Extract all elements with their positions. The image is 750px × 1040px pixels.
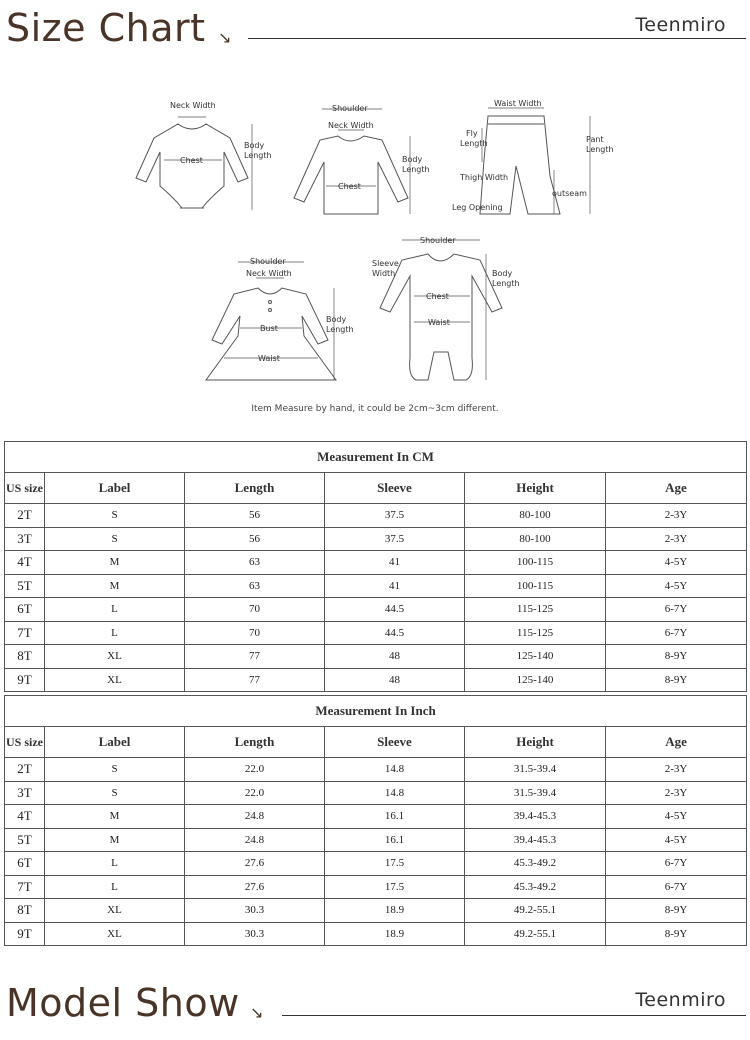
table-row — [5, 758, 747, 782]
table-cell: 7T — [5, 875, 45, 899]
table-cell: 18.9 — [325, 899, 465, 923]
table-cell: 6-7Y — [606, 621, 747, 645]
measure-note: Item Measure by hand, it could be 2cm~3cm different. — [251, 404, 499, 414]
table-cell: 31.5-39.4 — [465, 781, 606, 805]
table-cell: 3T — [5, 781, 45, 805]
fly-length-label: Length — [460, 139, 488, 148]
table-cell: 9T — [5, 668, 45, 692]
table-cell: 6T — [5, 852, 45, 876]
table-header-row — [5, 473, 747, 504]
table-row — [5, 668, 747, 692]
table-cell: 2-3Y — [606, 758, 747, 782]
table-cell: 22.0 — [185, 758, 325, 782]
bodysuit-diagram — [136, 124, 248, 208]
neck-width-label-3: Neck Width — [246, 269, 292, 278]
table-cell: XL — [45, 668, 185, 692]
column-header: Height — [465, 727, 606, 758]
neck-width-label-2: Neck Width — [328, 121, 374, 130]
outseam-label: outseam — [552, 189, 587, 198]
table-cell: 77 — [185, 668, 325, 692]
body-length-label-1: Body — [244, 141, 265, 150]
table-cell: 6T — [5, 598, 45, 622]
chest-label: Chest — [180, 156, 203, 165]
table-cell: 80-100 — [465, 527, 606, 551]
leg-opening-label: Leg Opening — [452, 203, 503, 212]
table-cell: 4-5Y — [606, 574, 747, 598]
header-divider — [248, 38, 746, 39]
table-cell: 14.8 — [325, 781, 465, 805]
brand-name: Teenmiro — [635, 14, 726, 36]
thigh-width-label: Thigh Width — [460, 173, 509, 182]
waist-width-label: Waist Width — [494, 99, 542, 108]
column-header: Length — [185, 727, 325, 758]
table-cell: 45.3-49.2 — [465, 852, 606, 876]
table-cell: 49.2-55.1 — [465, 899, 606, 923]
table-header-row — [5, 727, 747, 758]
table-cell: XL — [45, 645, 185, 669]
table-cell: 24.8 — [185, 828, 325, 852]
table-cell: M — [45, 551, 185, 575]
table-caption: Measurement In CM — [5, 442, 747, 473]
table-cell: 44.5 — [325, 598, 465, 622]
waist-label-2: Waist — [428, 318, 450, 327]
table-cell: 56 — [185, 504, 325, 528]
table-cell: 70 — [185, 598, 325, 622]
table-row — [5, 781, 747, 805]
model-show-title: Model Show — [6, 981, 240, 1025]
column-header: Sleeve — [325, 727, 465, 758]
table-row — [5, 574, 747, 598]
table-cell: 4-5Y — [606, 805, 747, 829]
table-cell: 45.3-49.2 — [465, 875, 606, 899]
table-cell: 30.3 — [185, 922, 325, 946]
table-cell: 2T — [5, 758, 45, 782]
table-cell: 63 — [185, 574, 325, 598]
table-cell: 4T — [5, 551, 45, 575]
table-cell: 4T — [5, 805, 45, 829]
table-cell: 48 — [325, 645, 465, 669]
body-length-label-2: Body — [402, 155, 423, 164]
sleeve-label: Sleeve — [372, 259, 399, 268]
fly-label: Fly — [466, 129, 478, 138]
body-length-label-3: Body — [326, 315, 347, 324]
table-cell: 63 — [185, 551, 325, 575]
table-cell: S — [45, 504, 185, 528]
footer-divider — [282, 1015, 746, 1016]
svg-text:Length: Length — [244, 151, 272, 160]
table-cell: 31.5-39.4 — [465, 758, 606, 782]
svg-text:Length: Length — [326, 325, 354, 334]
table-cell: 5T — [5, 828, 45, 852]
table-cell: 44.5 — [325, 621, 465, 645]
table-cell: 100-115 — [465, 551, 606, 575]
table-cell: 14.8 — [325, 758, 465, 782]
table-cell: 22.0 — [185, 781, 325, 805]
table-row — [5, 645, 747, 669]
table-row — [5, 922, 747, 946]
svg-text:Length: Length — [492, 279, 520, 288]
table-cell: M — [45, 574, 185, 598]
table-cell: 4-5Y — [606, 828, 747, 852]
table-row — [5, 598, 747, 622]
table-cell: 2-3Y — [606, 527, 747, 551]
table-cell: 3T — [5, 527, 45, 551]
column-header: Height — [465, 473, 606, 504]
table-cell: S — [45, 527, 185, 551]
table-cell: 4-5Y — [606, 551, 747, 575]
size-chart-title: Size Chart — [6, 6, 206, 50]
table-cell: 30.3 — [185, 899, 325, 923]
measurement-diagrams — [120, 90, 640, 420]
table-cell: L — [45, 621, 185, 645]
table-cell: 8-9Y — [606, 645, 747, 669]
table-cell: 48 — [325, 668, 465, 692]
column-header: Label — [45, 727, 185, 758]
table-cell: 5T — [5, 574, 45, 598]
table-cell: 41 — [325, 574, 465, 598]
size-table-inch — [4, 695, 747, 946]
shoulder-label-2: Shoulder — [250, 257, 286, 266]
table-cell: 49.2-55.1 — [465, 922, 606, 946]
table-cell: 17.5 — [325, 852, 465, 876]
column-header: Age — [606, 473, 747, 504]
chest-label-3: Chest — [426, 292, 449, 301]
table-cell: 2-3Y — [606, 781, 747, 805]
table-cell: XL — [45, 922, 185, 946]
top-diagram — [294, 136, 408, 214]
column-header: Label — [45, 473, 185, 504]
table-cell: 39.4-45.3 — [465, 828, 606, 852]
neck-width-label: Neck Width — [170, 101, 216, 110]
table-cell: 125-140 — [465, 668, 606, 692]
table-cell: 6-7Y — [606, 875, 747, 899]
size-chart-header — [0, 0, 750, 60]
shoulder-label-1: Shoulder — [332, 104, 368, 113]
table-cell: 8T — [5, 645, 45, 669]
table-cell: 16.1 — [325, 828, 465, 852]
table-cell: 41 — [325, 551, 465, 575]
table-cell: 2-3Y — [606, 504, 747, 528]
table-cell: XL — [45, 899, 185, 923]
table-row — [5, 852, 747, 876]
sleeve-width-label: Width — [372, 269, 396, 278]
table-cell: 80-100 — [465, 504, 606, 528]
dress-diagram — [206, 288, 336, 380]
table-row — [5, 621, 747, 645]
table-cell: 2T — [5, 504, 45, 528]
table-cell: L — [45, 875, 185, 899]
chest-label-2: Chest — [338, 182, 361, 191]
arrow-down-right-icon: ↘ — [250, 1003, 264, 1022]
table-cell: 7T — [5, 621, 45, 645]
table-cell: S — [45, 781, 185, 805]
pant-length-label: Length — [586, 145, 614, 154]
table-row — [5, 875, 747, 899]
table-row — [5, 899, 747, 923]
column-header: Length — [185, 473, 325, 504]
shoulder-label-3: Shoulder — [420, 236, 456, 245]
table-cell: 125-140 — [465, 645, 606, 669]
table-row — [5, 805, 747, 829]
table-cell: 17.5 — [325, 875, 465, 899]
table-cell: S — [45, 758, 185, 782]
bust-label: Bust — [260, 324, 278, 333]
size-table-cm — [4, 441, 747, 692]
table-cell: 9T — [5, 922, 45, 946]
table-cell: 27.6 — [185, 875, 325, 899]
model-show-header — [0, 975, 750, 1035]
table-cell: 6-7Y — [606, 852, 747, 876]
table-row — [5, 828, 747, 852]
table-cell: 24.8 — [185, 805, 325, 829]
table-row — [5, 551, 747, 575]
table-cell: 6-7Y — [606, 598, 747, 622]
table-row — [5, 504, 747, 528]
table-cell: 8-9Y — [606, 668, 747, 692]
table-cell: 56 — [185, 527, 325, 551]
table-cell: 37.5 — [325, 527, 465, 551]
table-cell: 18.9 — [325, 922, 465, 946]
column-header: Age — [606, 727, 747, 758]
table-cell: 115-125 — [465, 598, 606, 622]
table-caption: Measurement In Inch — [5, 696, 747, 727]
table-cell: 37.5 — [325, 504, 465, 528]
table-cell: 115-125 — [465, 621, 606, 645]
table-cell: L — [45, 852, 185, 876]
waist-label: Waist — [258, 354, 280, 363]
column-header: Sleeve — [325, 473, 465, 504]
pant-label: Pant — [586, 135, 604, 144]
column-header: US size — [5, 473, 45, 504]
table-cell: L — [45, 598, 185, 622]
body-length-label-4: Body — [492, 269, 513, 278]
svg-text:Length: Length — [402, 165, 430, 174]
table-cell: 8T — [5, 899, 45, 923]
table-cell: 8-9Y — [606, 899, 747, 923]
column-header: US size — [5, 727, 45, 758]
table-row — [5, 527, 747, 551]
arrow-down-right-icon: ↘ — [218, 28, 232, 47]
table-cell: 70 — [185, 621, 325, 645]
table-cell: 16.1 — [325, 805, 465, 829]
table-cell: 100-115 — [465, 574, 606, 598]
table-cell: 39.4-45.3 — [465, 805, 606, 829]
table-cell: 27.6 — [185, 852, 325, 876]
pants-diagram — [480, 116, 560, 214]
table-cell: 77 — [185, 645, 325, 669]
table-cell: M — [45, 805, 185, 829]
table-cell: 8-9Y — [606, 922, 747, 946]
table-cell: M — [45, 828, 185, 852]
romper-diagram — [380, 254, 502, 380]
footer-brand-name: Teenmiro — [635, 989, 726, 1011]
